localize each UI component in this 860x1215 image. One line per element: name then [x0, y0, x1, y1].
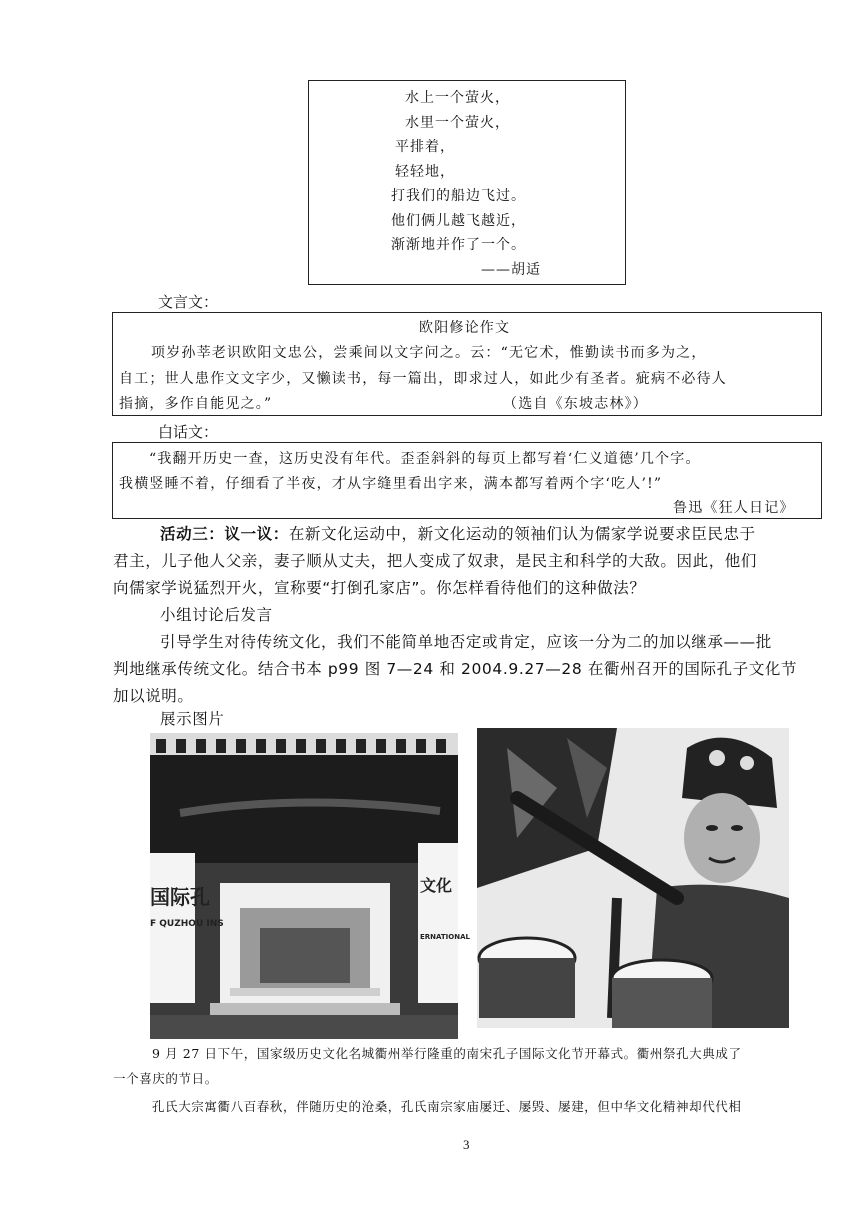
poem-box	[308, 80, 626, 285]
activity-first-line	[160, 522, 756, 544]
classical-line: 自工；世人患作文文字少，又懒读书，每一篇出，即求过人，如此少有圣者。疵病不必待人	[119, 371, 727, 387]
classical-line: 指摘，多作自能见之。”	[119, 396, 273, 412]
caption-line: 9 月 27 日下午，国家级历史文化名城衢州举行隆重的南宋孔子国际文化节开幕式。衢州祭孔大典成了	[152, 1046, 742, 1061]
poem-author: ——胡适	[481, 262, 541, 278]
show-pictures-text: 展示图片	[160, 710, 225, 728]
banner-text: ERNATIONAL	[420, 933, 470, 941]
classical-title: 欧阳修论作文	[419, 320, 511, 336]
temple-gate-photo	[150, 733, 470, 1039]
classical-box	[112, 312, 822, 416]
activity-text: 君主，儿子他人父亲，妻子顺从丈夫，把人变成了奴隶，是民主和科学的大敌。因此，他们	[113, 552, 758, 570]
poem-line: 打我们的船边飞过。	[391, 188, 526, 204]
caption-line: 孔氏大宗寓衢八百春秋，伴随历史的沧桑，孔氏南宗家庙屡迁、屡毁、屡建，但中华文化精神却代代相	[152, 1099, 742, 1114]
vernacular-source: 鲁迅《狂人日记》	[673, 500, 795, 516]
classical-source: （选自《东坡志林》）	[503, 396, 648, 412]
poem-line: 轻轻地，	[395, 164, 455, 180]
banner-text: 文化	[420, 876, 453, 895]
activity-title: 活动三：议一议：	[160, 525, 289, 543]
poem-line: 水里一个萤火，	[405, 115, 510, 131]
guide-text: 判地继承传统文化。结合书本 p99 图 7—24 和 2004.9.27—28 在衢州召开的国际孔子文化节	[113, 660, 798, 678]
poem-line: 他们俩儿越飞越近，	[391, 213, 526, 229]
classical-line: 项岁孙莘老识欧阳文忠公，尝乘间以文字问之。云：“无它术，惟勤读书而多为之，	[151, 345, 707, 361]
vernacular-line: “我翻开历史一查，这历史没有年代。歪歪斜斜的每页上都写着‘仁义道德’几个字。	[149, 451, 701, 467]
guide-text: 引导学生对待传统文化，我们不能简单地否定或肯定，应该一分为二的加以继承——批	[160, 633, 772, 651]
banner-text: F QUZHOU INS	[150, 919, 224, 929]
activity-text: 在新文化运动中，新文化运动的领袖们认为儒家学说要求臣民忠于	[288, 525, 756, 543]
classical-label: 文言文：	[158, 293, 219, 311]
ceremony-drummer-photo	[477, 728, 789, 1028]
poem-line: 平排着，	[395, 139, 455, 155]
banner-text: 国际孔	[150, 885, 210, 909]
vernacular-label: 白话文：	[158, 423, 219, 441]
vernacular-line: 我横竖睡不着，仔细看了半夜，才从字缝里看出字来，满本都写着两个字‘吃人’!”	[119, 476, 663, 492]
poem-line: 水上一个萤火，	[405, 90, 510, 106]
guide-text: 加以说明。	[113, 687, 194, 705]
discussion-text: 小组讨论后发言	[160, 606, 273, 624]
vernacular-box	[112, 442, 822, 519]
page-number: 3	[463, 1137, 470, 1152]
poem-line: 渐渐地并作了一个。	[391, 237, 526, 253]
activity-text: 向儒家学说猛烈开火，宣称要“打倒孔家店”。你怎样看待他们的这种做法？	[113, 579, 646, 597]
caption-line: 一个喜庆的节日。	[113, 1071, 218, 1086]
